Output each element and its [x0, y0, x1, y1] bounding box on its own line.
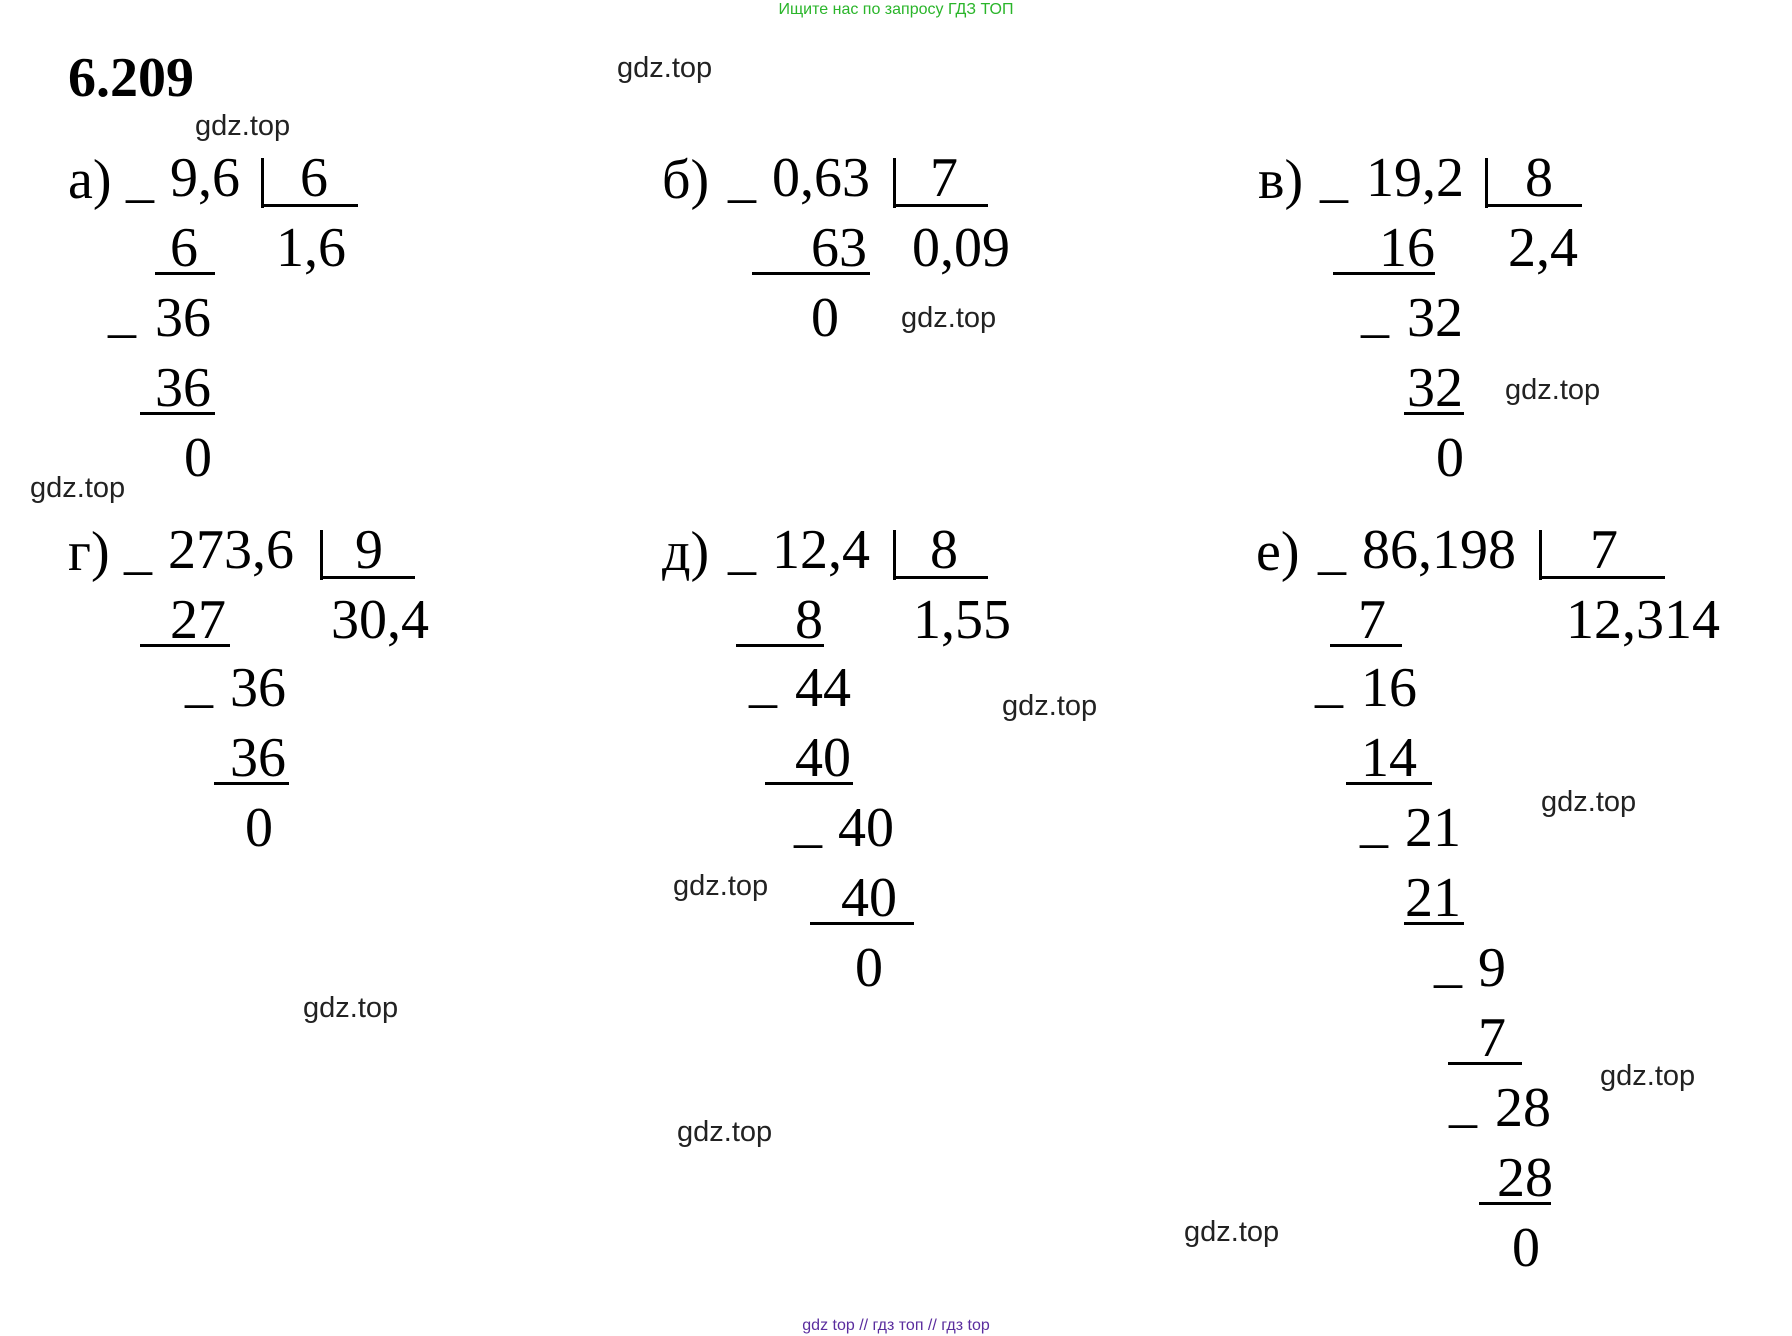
step-value: 0: [1512, 1217, 1540, 1279]
dividend: 19,2: [1366, 147, 1464, 209]
step-value: 21: [1405, 797, 1461, 859]
step-value: 0: [811, 287, 839, 349]
step-value: 14: [1361, 727, 1417, 789]
dividend: 273,6: [168, 519, 294, 581]
division-bar: [261, 158, 264, 208]
watermark: gdz.top: [677, 1116, 773, 1148]
watermark: gdz.top: [303, 992, 399, 1024]
step-value: 27: [170, 589, 226, 651]
step-value: 0: [1436, 427, 1464, 489]
step-underline: [752, 272, 870, 275]
problem-label: а): [68, 149, 112, 211]
watermark: gdz.top: [901, 302, 997, 334]
step-value: 7: [1478, 1007, 1506, 1069]
minus-sign: _: [794, 792, 822, 854]
step-value: 0: [855, 937, 883, 999]
search-hint-banner: Ищите нас по запросу ГДЗ ТОП: [778, 1, 1014, 18]
step-value: 40: [795, 727, 851, 789]
minus-sign: _: [1360, 792, 1388, 854]
step-value: 63: [811, 217, 867, 279]
watermark: gdz.top: [1541, 786, 1637, 818]
step-value: 9: [1478, 937, 1506, 999]
step-value: 28: [1497, 1147, 1553, 1209]
division-bar: [1485, 158, 1488, 208]
step-underline: [1330, 644, 1402, 647]
watermark: gdz.top: [195, 110, 291, 142]
step-underline: [140, 412, 215, 415]
division-bar: [1539, 530, 1542, 580]
minus-sign: _: [108, 282, 136, 344]
step-value: 36: [230, 727, 286, 789]
minus-sign: _: [749, 652, 777, 714]
step-value: 16: [1379, 217, 1435, 279]
divisor-underline: [893, 576, 988, 579]
minus-sign: _: [124, 519, 152, 581]
quotient: 1,55: [913, 589, 1011, 651]
watermark: gdz.top: [1184, 1216, 1280, 1248]
step-underline: [1404, 412, 1464, 415]
step-value: 0: [245, 797, 273, 859]
dividend: 12,4: [772, 519, 870, 581]
division-bar: [893, 530, 896, 580]
step-underline: [736, 644, 824, 647]
step-value: 0: [184, 427, 212, 489]
divisor-underline: [261, 204, 358, 207]
minus-sign: _: [126, 147, 154, 209]
watermark: gdz.top: [617, 52, 713, 84]
exercise-number: 6.209: [68, 47, 194, 109]
watermark: gdz.top: [30, 472, 126, 504]
quotient: 30,4: [331, 589, 429, 651]
quotient: 0,09: [912, 217, 1010, 279]
step-underline: [1333, 272, 1435, 275]
step-value: 36: [155, 357, 211, 419]
step-value: 16: [1361, 657, 1417, 719]
divisor: 7: [1590, 519, 1618, 581]
divisor: 7: [930, 147, 958, 209]
problem-label: д): [662, 521, 710, 583]
minus-sign: _: [1320, 147, 1348, 209]
divisor: 6: [300, 147, 328, 209]
step-underline: [1346, 782, 1432, 785]
minus-sign: _: [1449, 1072, 1477, 1134]
divisor-underline: [1485, 204, 1582, 207]
step-underline: [810, 922, 914, 925]
step-value: 8: [795, 589, 823, 651]
division-bar: [320, 530, 323, 580]
step-value: 36: [230, 657, 286, 719]
quotient: 1,6: [276, 217, 346, 279]
step-value: 36: [155, 287, 211, 349]
quotient: 12,314: [1566, 589, 1720, 651]
divisor: 8: [1525, 147, 1553, 209]
step-underline: [214, 782, 289, 785]
step-underline: [1448, 1062, 1522, 1065]
dividend: 0,63: [772, 147, 870, 209]
problem-label: е): [1256, 521, 1300, 583]
minus-sign: _: [728, 147, 756, 209]
watermark: gdz.top: [1002, 690, 1098, 722]
minus-sign: _: [728, 519, 756, 581]
step-value: 40: [841, 867, 897, 929]
problem-label: б): [662, 149, 710, 211]
step-value: 7: [1358, 589, 1386, 651]
dividend: 86,198: [1362, 519, 1516, 581]
step-value: 28: [1495, 1077, 1551, 1139]
divisor: 8: [930, 519, 958, 581]
step-underline: [1404, 922, 1464, 925]
problem-label: в): [1258, 149, 1304, 211]
minus-sign: _: [1434, 932, 1462, 994]
step-underline: [140, 644, 230, 647]
watermark: gdz.top: [1600, 1060, 1696, 1092]
step-underline: [765, 782, 853, 785]
minus-sign: _: [1361, 282, 1389, 344]
dividend: 9,6: [170, 147, 240, 209]
problem-label: г): [68, 521, 110, 583]
divisor-underline: [1539, 576, 1665, 579]
step-value: 44: [795, 657, 851, 719]
watermark: gdz.top: [1505, 374, 1601, 406]
divisor-underline: [893, 204, 988, 207]
footer-links: gdz top // гдз топ // гдз top: [802, 1317, 990, 1334]
step-underline: [1479, 1202, 1551, 1205]
quotient: 2,4: [1508, 217, 1578, 279]
minus-sign: _: [1315, 652, 1343, 714]
step-value: 32: [1407, 287, 1463, 349]
step-value: 21: [1405, 867, 1461, 929]
divisor-underline: [320, 576, 415, 579]
division-bar: [893, 158, 896, 208]
watermark: gdz.top: [673, 870, 769, 902]
divisor: 9: [355, 519, 383, 581]
minus-sign: _: [185, 652, 213, 714]
step-value: 6: [170, 217, 198, 279]
step-value: 32: [1407, 357, 1463, 419]
step-value: 40: [838, 797, 894, 859]
step-underline: [155, 272, 215, 275]
minus-sign: _: [1318, 519, 1346, 581]
